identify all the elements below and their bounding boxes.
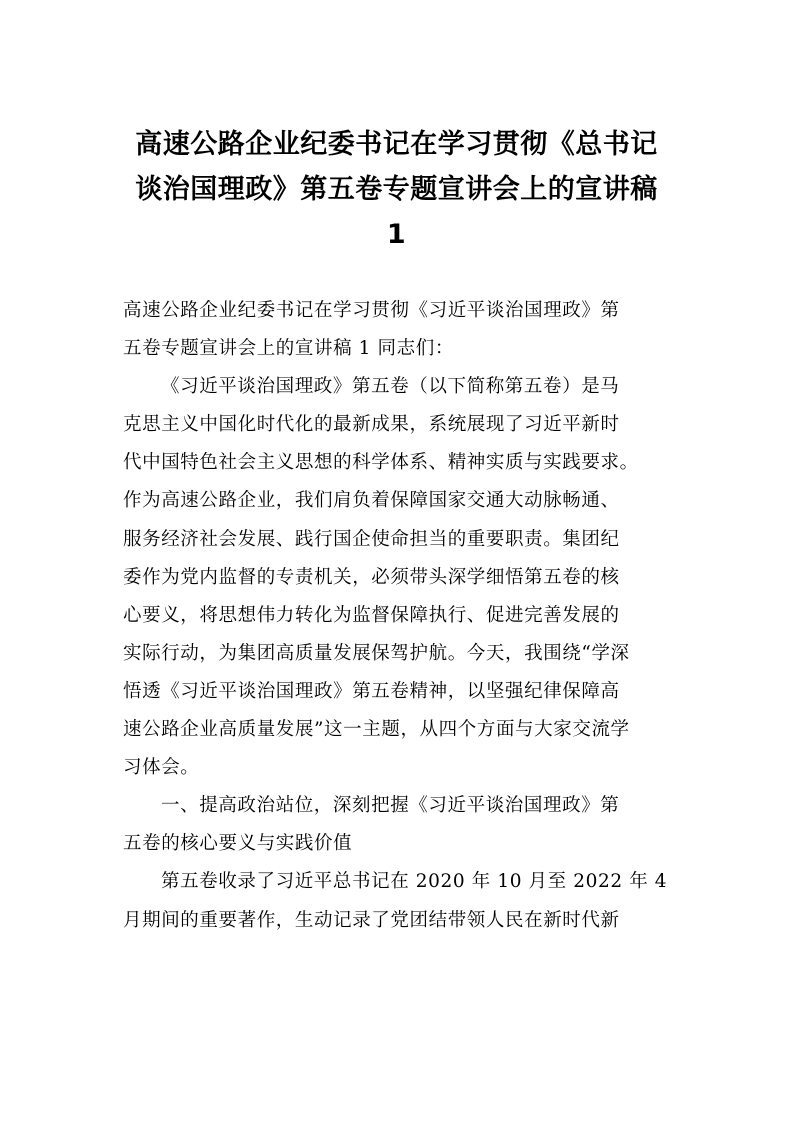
- body-line: 高速公路企业纪委书记在学习贯彻《习近平谈治国理政》第: [123, 300, 620, 321]
- body-line: 速公路企业高质量发展”这一主题，从四个方面与大家交流学: [123, 719, 630, 741]
- body-line: 代中国特色社会主义思想的科学体系、精神实质与实践要求。: [123, 452, 639, 474]
- body-line: 悟透《习近平谈治国理政》第五卷精神，以坚强纪律保障高: [123, 680, 620, 702]
- body-line: 《习近平谈治国理政》第五卷（以下简称第五卷）是马: [161, 376, 620, 398]
- title-line: 1: [386, 219, 407, 250]
- body-line: 实际行动，为集团高质量发展保驾护航。今天，我围绕“学深: [123, 642, 630, 664]
- title-line: 高速公路企业纪委书记在学习贯彻《总书记: [135, 129, 658, 160]
- body-line: 作为高速公路企业，我们肩负着保障国家交通大动脉畅通、: [123, 490, 620, 512]
- body-line: 心要义，将思想伟力转化为监督保障执行、促进完善发展的: [123, 604, 620, 626]
- body-line: 服务经济社会发展、践行国企使命担当的重要职责。集团纪: [123, 528, 620, 550]
- section-heading-line: 五卷的核心要义与实践价值: [123, 833, 353, 855]
- document-title: [110, 122, 683, 257]
- body-line: 委作为党内监督的专责机关，必须带头深学细悟第五卷的核: [123, 566, 620, 588]
- body-line: 五卷专题宣讲会上的宣讲稿 1 同志们：: [123, 338, 454, 360]
- section-heading-line: 一、提高政治站位，深刻把握《习近平谈治国理政》第: [161, 795, 620, 817]
- title-line: 谈治国理政》第五卷专题宣讲会上的宣讲稿: [135, 174, 658, 205]
- body-line: 克思主义中国化时代化的最新成果，系统展现了习近平新时: [123, 414, 620, 436]
- document-body: [123, 292, 671, 940]
- body-line: 习体会。: [123, 757, 200, 779]
- body-line: 月期间的重要著作，生动记录了党团结带领人民在新时代新: [123, 909, 620, 931]
- body-line: 第五卷收录了习近平总书记在 2020 年 10 月至 2022 年 4: [161, 871, 668, 893]
